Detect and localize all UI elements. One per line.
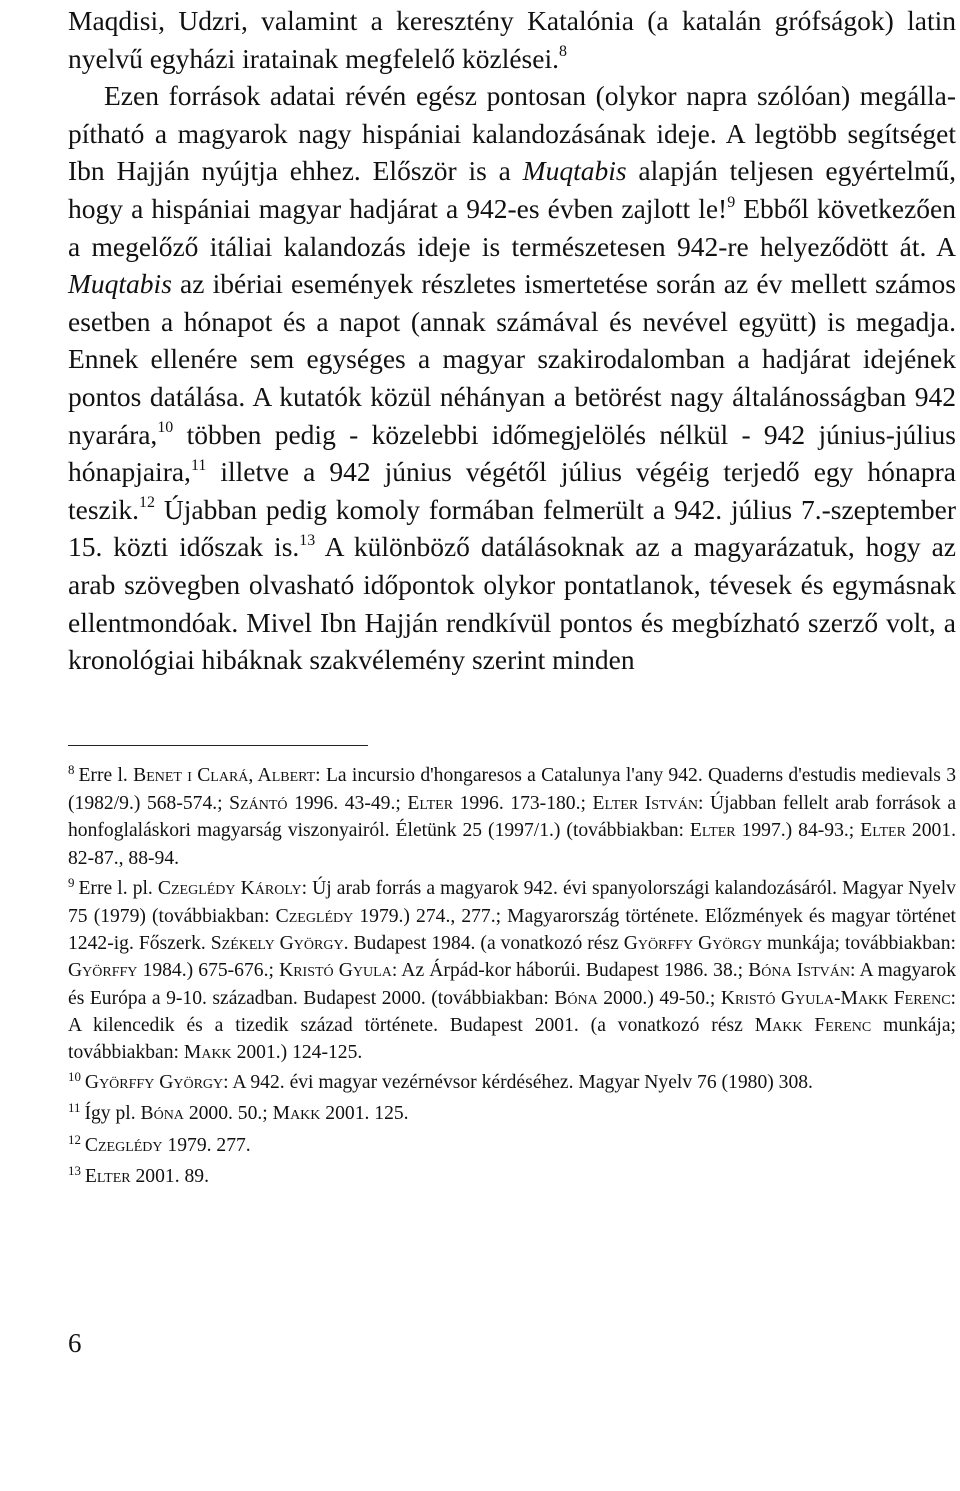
paragraph-2-text-c: Ebből következően a megelőző itáliai kalandozás ideje is természetesen 942-re helyeződött át. A	[68, 192, 956, 262]
footnote-text: 1996. 173-180.;	[453, 793, 593, 815]
footnote-ref-9: 9	[727, 193, 736, 211]
author-name: Elter	[689, 820, 736, 842]
footnote-text: A kilencedik és a tizedik század története. Budapest 2001. (a vonatkozó rész	[68, 1014, 755, 1036]
author-name: Czeglédy	[275, 906, 354, 928]
footnote-number: 12	[68, 1131, 81, 1147]
author-name: Elter	[407, 793, 454, 815]
footnote-8	[68, 762, 956, 872]
footnote-text: 1979.) 274., 277.; Magyarország története. Előzmények és magyar történet 1242-ig. Főszerk.	[68, 906, 956, 955]
footnote-12	[68, 1132, 956, 1160]
paragraph-2-text-h: A különböző datálásoknak az a magyarázatuk, hogy az arab szövegben olvasható időpontok olykor pontatlanok, tévesek és egymásnak ellentmondóak. Mivel Ibn Hajján rendkívül pontos és megbízható szerző volt, a kronológiai hibáknak szakvélemény szerint minden	[68, 531, 956, 676]
author-name: Czeglédy Károly:	[157, 877, 308, 899]
footnote-text: 1996. 43-49.;	[287, 793, 408, 815]
main-text	[68, 2, 956, 679]
paragraph-2-text-a: Ezen források adatai révén egész pontosan (olykor napra szólóan) megállapítható a magyarok nagy hispániai kalandozásának ideje. A legtöbb segítséget Ibn Hajján nyújtja ehhez. Először is a	[68, 80, 956, 187]
footnote-number: 8	[68, 761, 75, 777]
author-name: Bóna	[554, 987, 598, 1009]
footnote-text: Így pl.	[84, 1103, 141, 1125]
author-name: Makk	[272, 1103, 321, 1125]
footnote-text: 2001. 89.	[130, 1165, 209, 1187]
paragraph-2-text-e: többen pedig - közelebbi időmegjelölés nélkül - 942 június-július hónapjaira,	[68, 418, 956, 488]
footnote-text: Erre l. pl.	[78, 877, 158, 899]
author-name: Makk Ferenc	[754, 1014, 872, 1036]
footnote-text: munkája; továbbiakban:	[68, 1014, 956, 1064]
paragraph-2-text-g: Újabban pedig komoly formában felmerült a 942. július 7.-szeptember 15. közti időszak is.	[68, 493, 956, 563]
footnote-text: 1979. 277.	[162, 1134, 251, 1156]
footnote-number: 11	[68, 1100, 81, 1116]
footnote-ref-8: 8	[558, 43, 567, 61]
paragraph-1-text: Maqdisi, Udzri, valamint a keresztény Katalónia (a katalán grófságok) latin nyelvű egyházi iratainak megfelelő közlései.	[68, 5, 956, 74]
author-name: Györffy György	[623, 933, 763, 955]
author-name: Elter István:	[592, 793, 704, 815]
footnote-text: Újabban fellelt arab források a honfoglaláskori magyarság viszonyairól. Életünk 25 (1997/1.) (továbbiakban:	[68, 793, 957, 842]
footnote-text: La incursio d'hongaresos a Catalunya l'any 942. Quaderns d'estudis medievals 3 (1982/9.) 568-574.;	[68, 765, 957, 815]
footnote-text: munkája; továbbiakban:	[762, 933, 956, 955]
paragraph-1	[68, 2, 956, 77]
paragraph-2	[68, 77, 956, 679]
footnote-divider	[68, 745, 368, 746]
footnote-10	[68, 1069, 956, 1097]
author-name: Kristó Gyula:	[279, 960, 398, 982]
author-name: Bóna	[140, 1103, 184, 1125]
footnote-text: A 942. évi magyar vezérnévsor kérdéséhez. Magyar Nyelv 76 (1980) 308.	[228, 1072, 813, 1094]
footnote-number: 9	[68, 874, 75, 890]
page-number: 6	[68, 1328, 82, 1358]
author-name: Czeglédy	[84, 1134, 163, 1156]
footnote-number: 13	[68, 1162, 81, 1178]
muqtabis-title-2: Muqtabis	[68, 268, 172, 300]
footnote-text: Új arab forrás a magyarok 942. évi spanyolországi kalandozásáról. Magyar Nyelv 75 (1979) (továbbiakban:	[68, 877, 956, 928]
author-name: Kristó Gyula-Makk Ferenc:	[720, 987, 957, 1009]
footnote-text: 1984.) 675-676.;	[137, 960, 280, 982]
author-name: Szántó	[229, 793, 288, 815]
paragraph-2-text-f: illetve a 942 június végétől július végéig terjedő egy hónapra teszik.	[68, 456, 956, 525]
footnote-ref-12: 12	[139, 494, 155, 512]
footnote-text: Az Árpád-kor háborúi. Budapest 1986. 38.;	[397, 960, 749, 982]
footnotes	[68, 762, 956, 1194]
author-name: Makk	[183, 1042, 232, 1064]
muqtabis-title-1: Muqtabis	[522, 155, 627, 187]
footnote-number: 10	[68, 1069, 81, 1085]
footnote-text: 2000.) 49-50.;	[597, 987, 721, 1009]
author-name: Elter	[84, 1165, 131, 1187]
footnote-text: 2001.) 124-125.	[231, 1042, 363, 1064]
footnote-text: Budapest 1984. (a vonatkozó rész	[348, 933, 624, 955]
footnote-text: 2001. 125.	[320, 1103, 409, 1125]
footnote-text: A magyarok és Európa a 9-10. században. Budapest 2000. (továbbiakban:	[68, 960, 956, 1009]
footnote-9	[68, 875, 956, 1066]
footnote-text: 2001. 82-87., 88-94.	[68, 820, 956, 869]
footnote-text: Erre l.	[78, 765, 134, 786]
footnote-13	[68, 1163, 956, 1191]
author-name: Györffy György:	[84, 1072, 229, 1094]
footnote-text: 2000. 50.;	[183, 1103, 273, 1125]
footnote-ref-10: 10	[157, 419, 174, 437]
author-name: Benet i Clará, Albert:	[133, 765, 321, 786]
author-name: Györffy	[68, 960, 138, 982]
author-name: Elter	[860, 820, 906, 842]
paragraph-2-text-b: alapján teljesen egyértelmű, hogy a hispániai magyar hadjárat a 942-es évben zajlott le!	[68, 155, 956, 224]
footnote-ref-13: 13	[299, 531, 316, 549]
paragraph-2-text-d: az ibériai események részletes ismertetése során az év mellett számos esetben a hónapot és a napot (annak számával és nevével együtt) is megadja. Ennek ellenére sem egységes a magyar szakirodalomban a hadjárat idejének pontos datálása. A kutatók közül néhányan a betörést nagy általánosságban 942 nyarára,	[68, 268, 956, 450]
footnote-ref-11: 11	[190, 456, 207, 474]
author-name: Bóna István:	[748, 960, 856, 982]
author-name: Székely György.	[210, 933, 349, 955]
footnote-11	[68, 1100, 956, 1128]
footnote-text: 1997.) 84-93.;	[735, 820, 861, 842]
